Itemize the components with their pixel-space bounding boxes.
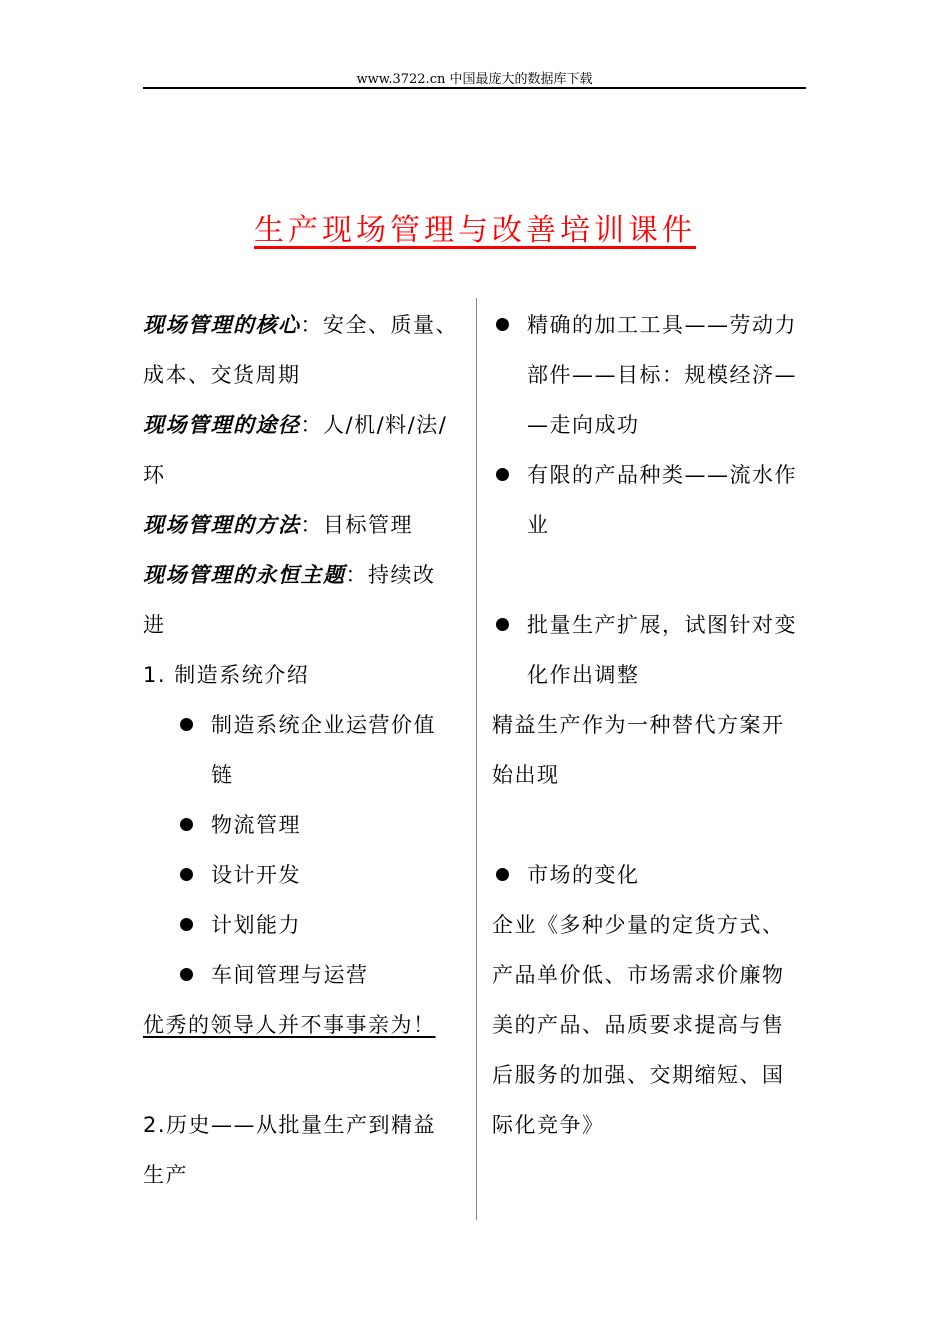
document-title: 生产现场管理与改善培训课件 xyxy=(254,213,696,248)
list-item xyxy=(492,850,810,900)
list-item-cont: 链 xyxy=(211,763,234,787)
bullet-icon xyxy=(496,868,509,881)
list-item-text: 市场的变化 xyxy=(527,863,640,887)
list-item-text: 物流管理 xyxy=(211,813,301,837)
bullet-icon xyxy=(180,718,193,731)
theme-line-cont: 进 xyxy=(143,613,166,637)
market-paragraph-cont: 后服务的加强、交期缩短、国 xyxy=(492,1063,785,1087)
list-item-text: 车间管理与运营 xyxy=(211,963,369,987)
approach-line xyxy=(143,400,473,450)
core-text: ：安全、质量、 xyxy=(300,313,458,337)
blank-line xyxy=(143,1050,473,1100)
theme-text: ：持续改 xyxy=(345,563,436,587)
list-item xyxy=(143,700,473,750)
section-2-heading: 2.历史——从批量生产到精益 xyxy=(143,1113,437,1137)
left-column xyxy=(143,300,473,1200)
list-item-text: 制造系统企业运营价值 xyxy=(211,713,436,737)
core-line-cont: 成本、交货周期 xyxy=(143,363,301,387)
bullet-icon xyxy=(180,968,193,981)
right-column xyxy=(492,300,810,1150)
lean-paragraph: 精益生产作为一种替代方案开 xyxy=(492,713,785,737)
list-item xyxy=(492,300,810,350)
list-item-cont: 业 xyxy=(527,513,550,537)
approach-line-cont: 环 xyxy=(143,463,166,487)
blank-line xyxy=(492,550,810,600)
page-header: www.3722.cn 中国最庞大的数据库下载 xyxy=(356,72,593,87)
market-paragraph-cont: 产品单价低、市场需求价廉物 xyxy=(492,963,785,987)
column-divider xyxy=(476,298,477,1220)
bullet-icon xyxy=(180,818,193,831)
market-paragraph-cont: 美的产品、品质要求提高与售 xyxy=(492,1013,785,1037)
approach-label: 现场管理的途径 xyxy=(143,413,301,437)
list-item xyxy=(492,450,810,500)
bullet-icon xyxy=(180,868,193,881)
section-2-heading-cont: 生产 xyxy=(143,1163,188,1187)
list-item xyxy=(143,950,473,1000)
market-paragraph-cont: 际化竞争》 xyxy=(492,1113,605,1137)
leader-note-text: 优秀的领导人并不事事亲为！ xyxy=(143,1013,436,1037)
list-item-cont: 部件——目标：规模经济— xyxy=(527,363,797,387)
list-item xyxy=(143,800,473,850)
list-item-text: 有限的产品种类——流水作 xyxy=(527,463,797,487)
lean-paragraph-cont: 始出现 xyxy=(492,763,560,787)
list-item-cont: —走向成功 xyxy=(527,413,640,437)
blank-line xyxy=(492,800,810,850)
approach-text: ：人/机/料/法/ xyxy=(300,413,448,437)
list-item xyxy=(143,900,473,950)
bullet-icon xyxy=(496,318,509,331)
list-item xyxy=(143,850,473,900)
bullet-icon xyxy=(496,468,509,481)
core-label: 现场管理的核心 xyxy=(143,313,301,337)
method-line xyxy=(143,500,473,550)
method-text: ：目标管理 xyxy=(300,513,413,537)
leader-note xyxy=(143,1000,473,1050)
list-item-text: 计划能力 xyxy=(211,913,301,937)
bullet-icon xyxy=(180,918,193,931)
section-1-heading: 1. 制造系统介绍 xyxy=(143,663,310,687)
core-line xyxy=(143,300,473,350)
list-item-text: 设计开发 xyxy=(211,863,301,887)
theme-line xyxy=(143,550,473,600)
list-item xyxy=(492,600,810,650)
market-paragraph: 企业《多种少量的定货方式、 xyxy=(492,913,785,937)
list-item-text: 精确的加工工具——劳动力 xyxy=(527,313,797,337)
theme-label: 现场管理的永恒主题 xyxy=(143,563,346,587)
list-item-cont: 化作出调整 xyxy=(527,663,640,687)
header-rule xyxy=(143,87,806,89)
list-item-text: 批量生产扩展，试图针对变 xyxy=(527,613,797,637)
method-label: 现场管理的方法 xyxy=(143,513,301,537)
bullet-icon xyxy=(496,618,509,631)
